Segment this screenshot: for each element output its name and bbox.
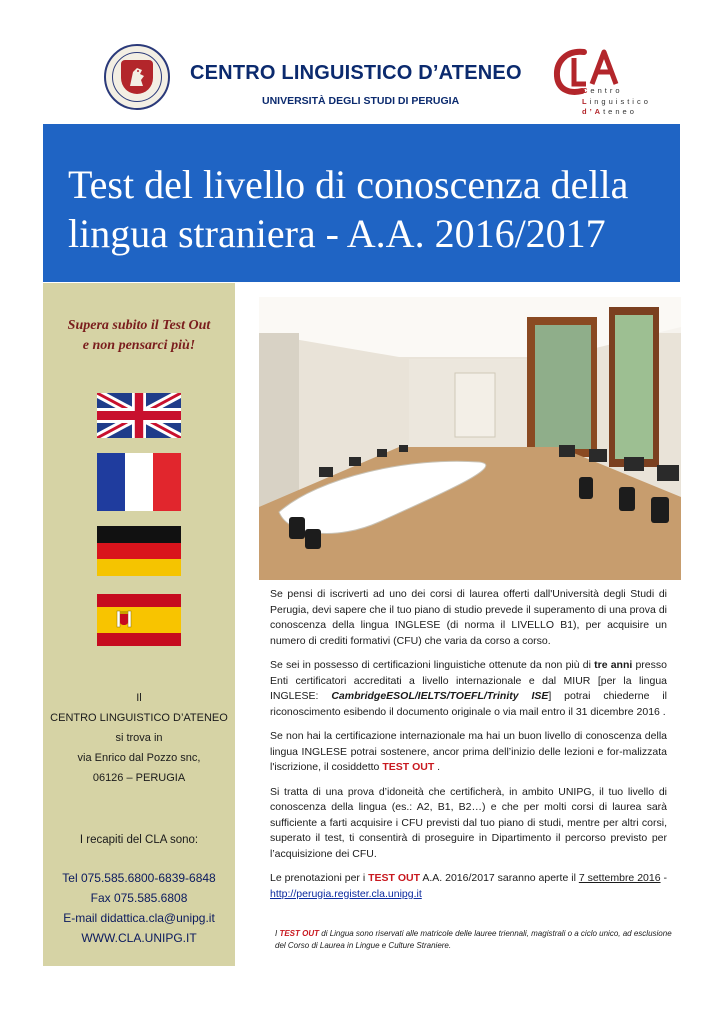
email-address[interactable]: E-mail didattica.cla@unipg.it [63,911,215,925]
cla-address: Il CENTRO LINGUISTICO D’ATENEO si trova in via Enrico dal Pozzo snc, 06126 – PERUGIA [50,692,228,784]
main-body-text [270,587,667,911]
cla-logo-lettering: Centro Linguistico d’Ateneo [582,86,651,116]
phone-numbers: Tel 075.585.6800-6839-6848 [62,871,216,885]
slogan: Supera subito il Test Out e non pensarci più! [67,318,211,353]
website-link[interactable]: WWW.CLA.UNIPG.IT [81,931,197,945]
contact-list [43,868,235,948]
page-title: Test del livello di conoscenza della lingua straniera - A.A. 2016/2017 [68,162,629,256]
paragraph-intro: Se pensi di iscriverti ad uno dei corsi di laurea offerti dall'Università degli Studi di Perugia, devi sapere che il tuo piano di studio prevede il superamento di una prova di conoscenza della lingua INGLESE (di norma il LIVELLO B1), per acquisire un numero di crediti formativi (CFU) che varia da corso a corso. [270,588,667,647]
university-name: UNIVERSITÀ DEGLI STUDI DI PERUGIA [262,95,460,107]
paragraph-booking: Le prenotazioni per i TEST OUT A.A. 2016/2017 saranno aperte il 7 settembre 2016 - http://perugia.register.cla.unipg.it [270,872,667,900]
paragraph-test-out: Se non hai la certificazione internazionale ma hai un buon livello di conoscenza della lingua INGLESE potrai sostenere, ancor prima dell’inizio delle lezioni e for-malizzata l'iscrizione, il cosiddetto TEST OUT . [270,730,667,773]
registration-link[interactable]: http://perugia.register.cla.unipg.it [270,887,422,900]
spain-flag-icon [97,594,181,646]
footnote: I TEST OUT di Lingua sono riservati alle matricole delle lauree triennali, magistrali o a ciclo unico, ad esclusione del Corso di Laurea in Lingue e Culture Straniere. [275,929,672,950]
uk-flag-icon [97,393,181,438]
germany-flag-icon [97,526,181,576]
university-seal-icon [104,44,170,110]
france-flag-icon [97,453,181,511]
institute-title: CENTRO LINGUISTICO D’ATENEO [190,62,522,84]
contacts-heading: I recapiti del CLA sono: [79,834,199,846]
computer-lab-photo [259,297,681,580]
paragraph-certifications: Se sei in possesso di certificazioni linguistiche ottenute da non più di tre anni presso Enti certificatori accreditati a livello internazionale e dal MIUR [per la lingua INGLESE: CambridgeESOL/IELTS/TOEFL/Trinity ISE] potrai chiederne il riconoscimento esibendo il documento originale o via mail entro il 31 dicembre 2016 . [270,659,667,718]
fax-number: Fax 075.585.6808 [90,891,188,905]
paragraph-exam-details: Si tratta di una prova d’idoneità che certificherà, in ambito UNIPG, il tuo livello di conoscenza della lingua (es.: A2, B1, B2…) e che per molti corsi di laurea sarà sufficiente a farti acquisire i CFU previsti dal tuo piano di studi, mentre per altri corsi, superato il test, ti consentirà di proseguire in Dipartimento il percorso previsto per l’acquisizione dei CFU. [270,785,667,860]
